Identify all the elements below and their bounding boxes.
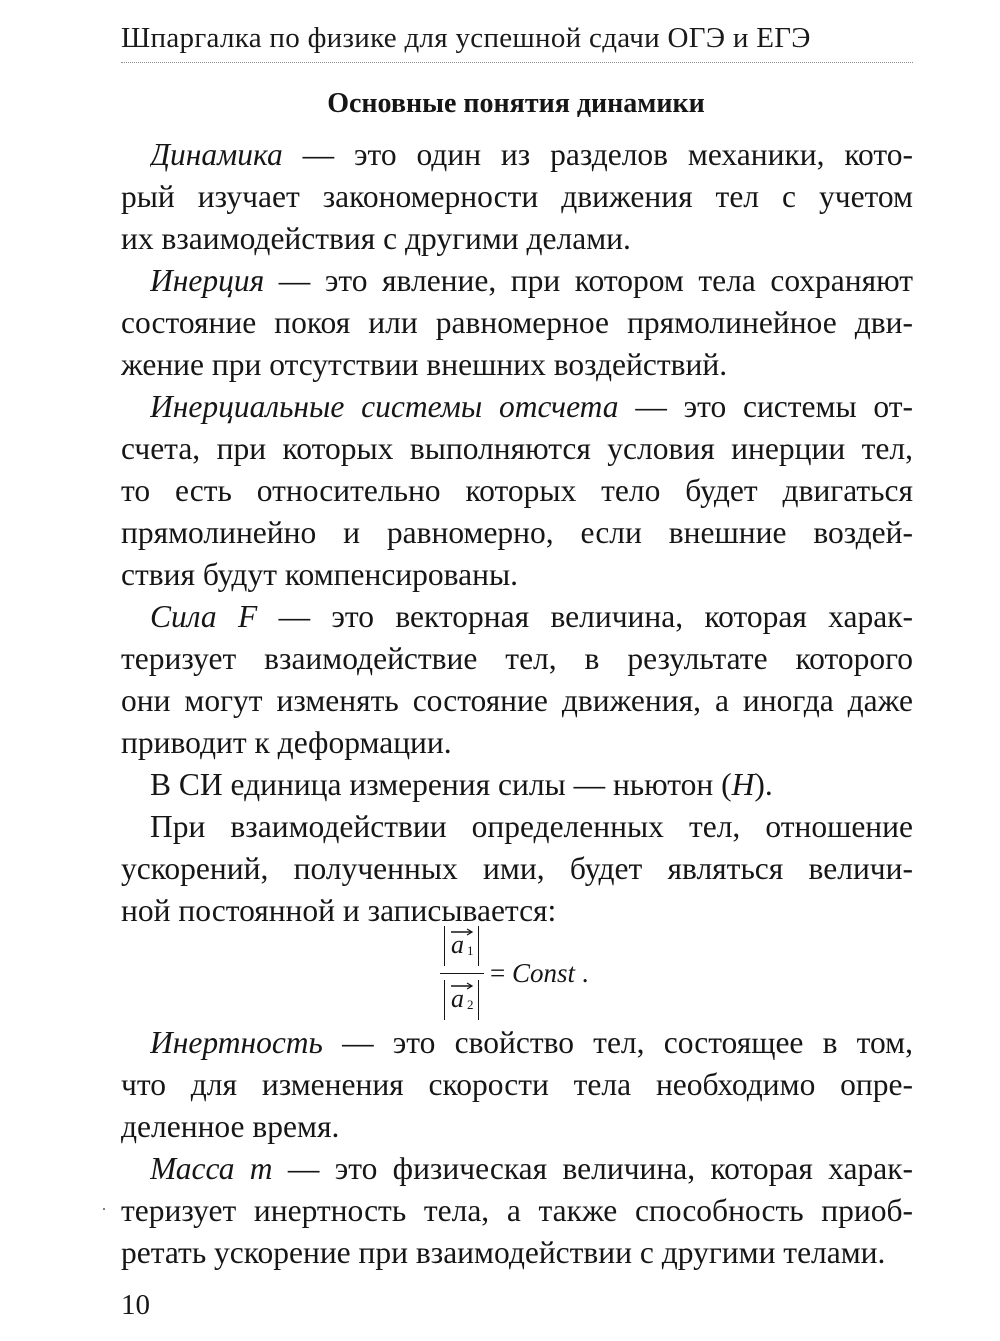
margin-speck bbox=[103, 1208, 105, 1210]
abs-bar-left bbox=[444, 926, 445, 966]
paragraph-mass-line-3: ретать ускорение при взаимодействии с другими телами. bbox=[121, 1235, 886, 1270]
paragraph-mass-line-1 bbox=[150, 1148, 913, 1190]
paragraph-inertia-line-3: жение при отсутствии внешних воздействий. bbox=[121, 347, 728, 382]
mass-text-1: — это физическая величина, которая харак- bbox=[272, 1151, 913, 1186]
paragraph-inertness-line-3: деленное время. bbox=[121, 1109, 340, 1144]
paragraph-inertness-line-2: что для изменения скорости тела необходимо опре- bbox=[121, 1067, 913, 1102]
paragraph-dynamics-line-1 bbox=[150, 134, 913, 176]
paragraph-si-unit bbox=[150, 764, 913, 806]
term-inertness: Инертность bbox=[150, 1025, 323, 1060]
paragraph-dynamics-line-2: рый изучает закономерности движения тел с учетом bbox=[121, 179, 913, 214]
abs-bar-left bbox=[444, 980, 445, 1020]
acceleration-ratio-formula bbox=[440, 924, 610, 1024]
formula-rhs bbox=[490, 958, 589, 988]
inertia-text-1: — это явление, при котором тела сохраняют bbox=[264, 263, 913, 298]
dynamics-text-1: — это один из разделов механики, кото- bbox=[282, 137, 913, 172]
si-unit-close: ). bbox=[754, 767, 773, 802]
abs-bar-right bbox=[478, 980, 479, 1020]
si-unit-text: В СИ единица измерения силы — ньютон ( bbox=[150, 767, 732, 802]
paragraph-inertia-line-2: состояние покоя или равномерное прямолинейное дви- bbox=[121, 305, 913, 340]
force-text-1: — это векторная величина, которая харак- bbox=[257, 599, 913, 634]
running-header: Шпаргалка по физике для успешной сдачи ОГЭ и ЕГЭ bbox=[121, 22, 811, 54]
formula-period: . bbox=[575, 958, 589, 988]
paragraph-force-line-1 bbox=[150, 596, 913, 638]
term-inertial-frames: Инерциальные системы отсчета bbox=[150, 389, 619, 424]
paragraph-force-line-3: они могут изменять состояние движения, а иногда даже bbox=[121, 683, 913, 718]
paragraph-force-line-2: теризует взаимодействие тел, в результате которого bbox=[121, 641, 913, 676]
abs-bar-right bbox=[478, 926, 479, 966]
paragraph-force-line-4: приводит к деформации. bbox=[121, 725, 452, 760]
paragraph-inertial-frames-line-2: счета, при которых выполняются условия инерции тел, bbox=[121, 431, 913, 466]
inertial-frames-text-1: — это системы от- bbox=[618, 389, 913, 424]
section-title: Основные понятия динамики bbox=[327, 88, 705, 119]
paragraph-accel-ratio-line-2: ускорений, полученных ими, будет являться величи- bbox=[121, 851, 913, 886]
page-number: 10 bbox=[121, 1289, 150, 1321]
term-inertia: Инерция bbox=[150, 263, 265, 298]
term-dynamics: Динамика bbox=[150, 137, 283, 172]
si-unit-symbol: Н bbox=[731, 767, 755, 802]
paragraph-inertia-line-1 bbox=[150, 260, 913, 302]
term-force: Сила F bbox=[150, 599, 258, 634]
numerator-subscript: 1 bbox=[467, 943, 474, 958]
formula-const: Const bbox=[511, 958, 576, 988]
header-rule bbox=[121, 62, 913, 63]
formula-numerator bbox=[440, 924, 484, 968]
paragraph-accel-ratio-line-3: ной постоянной и записывается: bbox=[121, 893, 557, 928]
paragraph-inertial-frames-line-5: ствия будут компенсированы. bbox=[121, 557, 519, 592]
formula-denominator bbox=[440, 978, 484, 1022]
paragraph-dynamics-line-3: их взаимодействия с другими делами. bbox=[121, 221, 631, 256]
paragraph-inertial-frames-line-1 bbox=[150, 386, 913, 428]
numerator-symbol: a bbox=[451, 930, 464, 959]
paragraph-mass-line-2: теризует инертность тела, а также способность приоб- bbox=[121, 1193, 913, 1228]
denominator-subscript: 2 bbox=[467, 997, 474, 1012]
term-mass: Масса m bbox=[150, 1151, 273, 1186]
paragraph-inertness-line-1 bbox=[150, 1022, 913, 1064]
paragraph-inertial-frames-line-4: прямолинейно и равномерно, если внешние воздей- bbox=[121, 515, 913, 550]
fraction-bar bbox=[440, 973, 484, 974]
inertness-text-1: — это свойство тел, состоящее в том, bbox=[322, 1025, 913, 1060]
denominator-symbol: a bbox=[451, 984, 464, 1013]
paragraph-accel-ratio-line-1: При взаимодействии определенных тел, отношение bbox=[150, 809, 913, 844]
paragraph-inertial-frames-line-3: то есть относительно которых тело будет двигаться bbox=[121, 473, 913, 508]
formula-equals: = bbox=[490, 958, 506, 988]
